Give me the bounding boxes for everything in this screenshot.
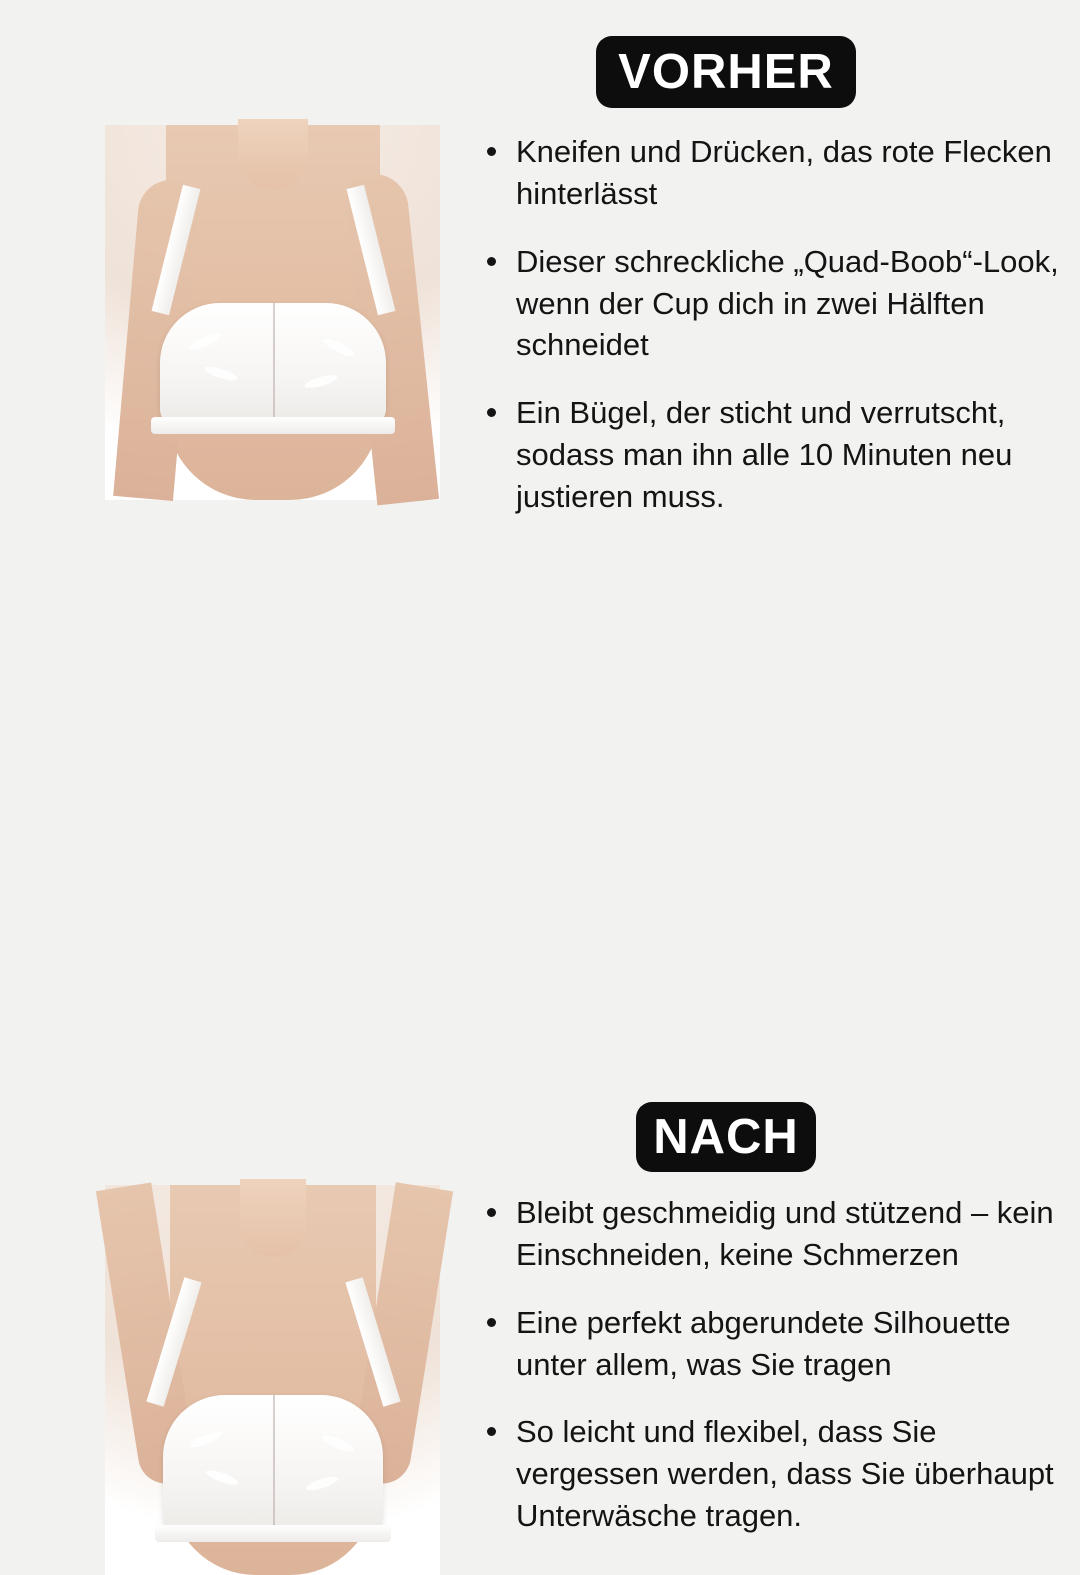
list-item bbox=[487, 1302, 1067, 1386]
before-bullet-text: Kneifen und Drücken, das rote Flecken hinterlässt bbox=[516, 134, 1052, 211]
after-bra-leaf-pattern bbox=[304, 1474, 339, 1493]
after-bra-leaf-pattern bbox=[204, 1467, 239, 1487]
before-label: VORHER bbox=[596, 36, 856, 108]
before-bullet-text: Dieser schreckliche „Quad-Boob“-Look, wenn der Cup dich in zwei Hälften schneidet bbox=[516, 243, 1059, 363]
bullet-dot-icon bbox=[487, 408, 496, 417]
before-bullet-list bbox=[487, 131, 1067, 518]
before-bra-leaf-pattern bbox=[187, 330, 222, 352]
before-bra-cups bbox=[160, 303, 386, 427]
bullet-dot-icon bbox=[487, 257, 496, 266]
before-bra-band bbox=[151, 417, 395, 434]
before-bra-leaf-pattern bbox=[321, 336, 356, 359]
list-item bbox=[487, 1411, 1067, 1537]
after-label: NACH bbox=[636, 1102, 816, 1172]
bullet-dot-icon bbox=[487, 1208, 496, 1217]
before-photo bbox=[105, 125, 440, 500]
list-item bbox=[487, 241, 1067, 367]
before-bra-center-seam bbox=[273, 303, 275, 427]
after-bra-band bbox=[155, 1525, 391, 1542]
after-figure-neck bbox=[240, 1179, 306, 1257]
list-item bbox=[487, 1192, 1067, 1276]
list-item bbox=[487, 131, 1067, 215]
bullet-dot-icon bbox=[487, 1427, 496, 1436]
section-before bbox=[0, 0, 1080, 540]
after-bra-leaf-pattern bbox=[188, 1429, 223, 1450]
after-bullet-text: So leicht und flexibel, dass Sie vergessen werden, dass Sie überhaupt Unterwäsche tragen. bbox=[516, 1414, 1054, 1534]
bullet-dot-icon bbox=[487, 147, 496, 156]
list-item bbox=[487, 392, 1067, 518]
after-bullet-text: Eine perfekt abgerundete Silhouette unter allem, was Sie tragen bbox=[516, 1304, 1011, 1382]
after-bra-leaf-pattern bbox=[320, 1432, 355, 1454]
before-bullet-text: Ein Bügel, der sticht und verrutscht, sodass man ihn alle 10 Minuten neu justieren muss. bbox=[516, 395, 1013, 514]
before-bra-leaf-pattern bbox=[303, 372, 338, 390]
bullet-dot-icon bbox=[487, 1318, 496, 1327]
after-photo bbox=[105, 1185, 440, 1575]
after-bra-cups bbox=[163, 1395, 383, 1535]
before-bra-leaf-pattern bbox=[203, 364, 238, 383]
after-bra-center-seam bbox=[273, 1395, 275, 1535]
after-bullet-text: Bleibt geschmeidig und stützend – kein Einschneiden, keine Schmerzen bbox=[516, 1195, 1054, 1272]
before-figure-neck bbox=[238, 119, 308, 189]
section-after bbox=[0, 540, 1080, 1534]
after-bullet-list bbox=[487, 1192, 1067, 1537]
